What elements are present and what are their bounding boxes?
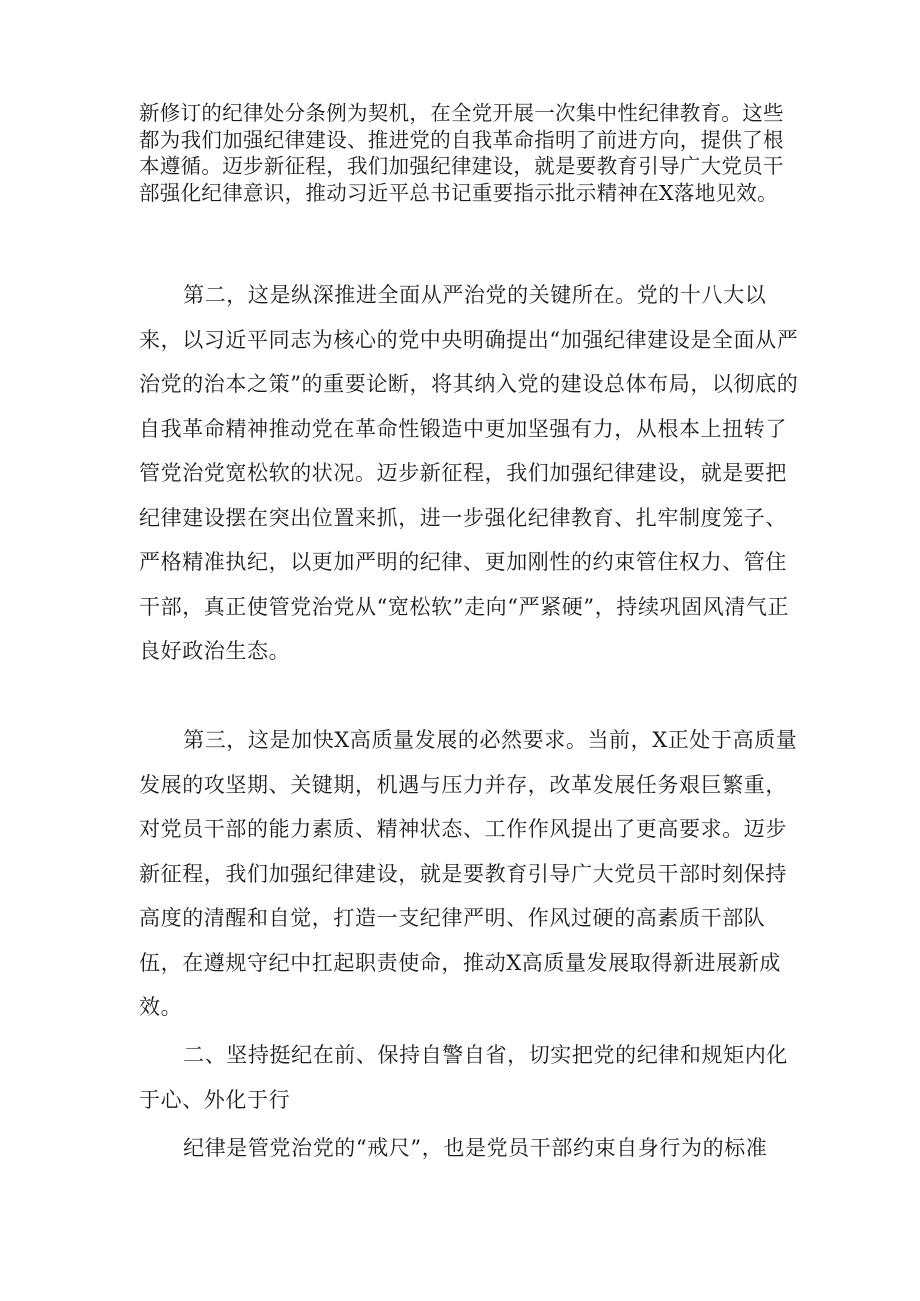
body-paragraph-second-point: 第二，这是纵深推进全面从严治党的关键所在。党的十八大以来，以习近平同志为核心的党中央明确提出“加强纪律建设是全面从严治党的治本之策”的重要论断，将其纳入党的建设总体布局，以彻底的自我革命精神推动党在革命性锻造中更加坚强有力，从根本上扭转了管党治党宽松软的状况。迈步新征程，我们加强纪律建设，就是要把纪律建设摆在突出位置来抓，进一步强化纪律教育、扎牢制度笼子、严格精准执纪，以更加严明的纪律、更加刚性的约束管住权力、管住干部，真正使管党治党从“宽松软”走向“严紧硬”，持续巩固风清气正良好政治生态。 bbox=[139, 283, 799, 663]
section-heading-two: 二、坚持挺纪在前、保持自警自省，切实把党的纪律和规矩内化于心、外化于行 bbox=[139, 1043, 788, 1112]
body-paragraph-continuation: 新修订的纪律处分条例为契机，在全党开展一次集中性纪律教育。这些都为我们加强纪律建设、推进党的自我革命指明了前进方向，提供了根本遵循。迈步新征程，我们加强纪律建设，就是要教育引导广大党员干部强化纪律意识，推动习近平总书记重要指示批示精神在X落地见效。 bbox=[139, 101, 784, 205]
body-paragraph-discipline: 纪律是管党治党的“戒尺”，也是党员干部约束自身行为的标准 bbox=[183, 1136, 768, 1160]
body-paragraph-third-point: 第三，这是加快X高质量发展的必然要求。当前，X正处于高质量发展的攻坚期、关键期，机遇与压力并存，改革发展任务艰巨繁重，对党员干部的能力素质、精神状态、工作作风提出了更高要求。迈步新征程，我们加强纪律建设，就是要教育引导广大党员干部时刻保持高度的清醒和自觉，打造一支纪律严明、作风过硬的高素质干部队伍，在遵规守纪中扛起职责使命，推动X高质量发展取得新进展新成效。 bbox=[139, 728, 798, 1019]
